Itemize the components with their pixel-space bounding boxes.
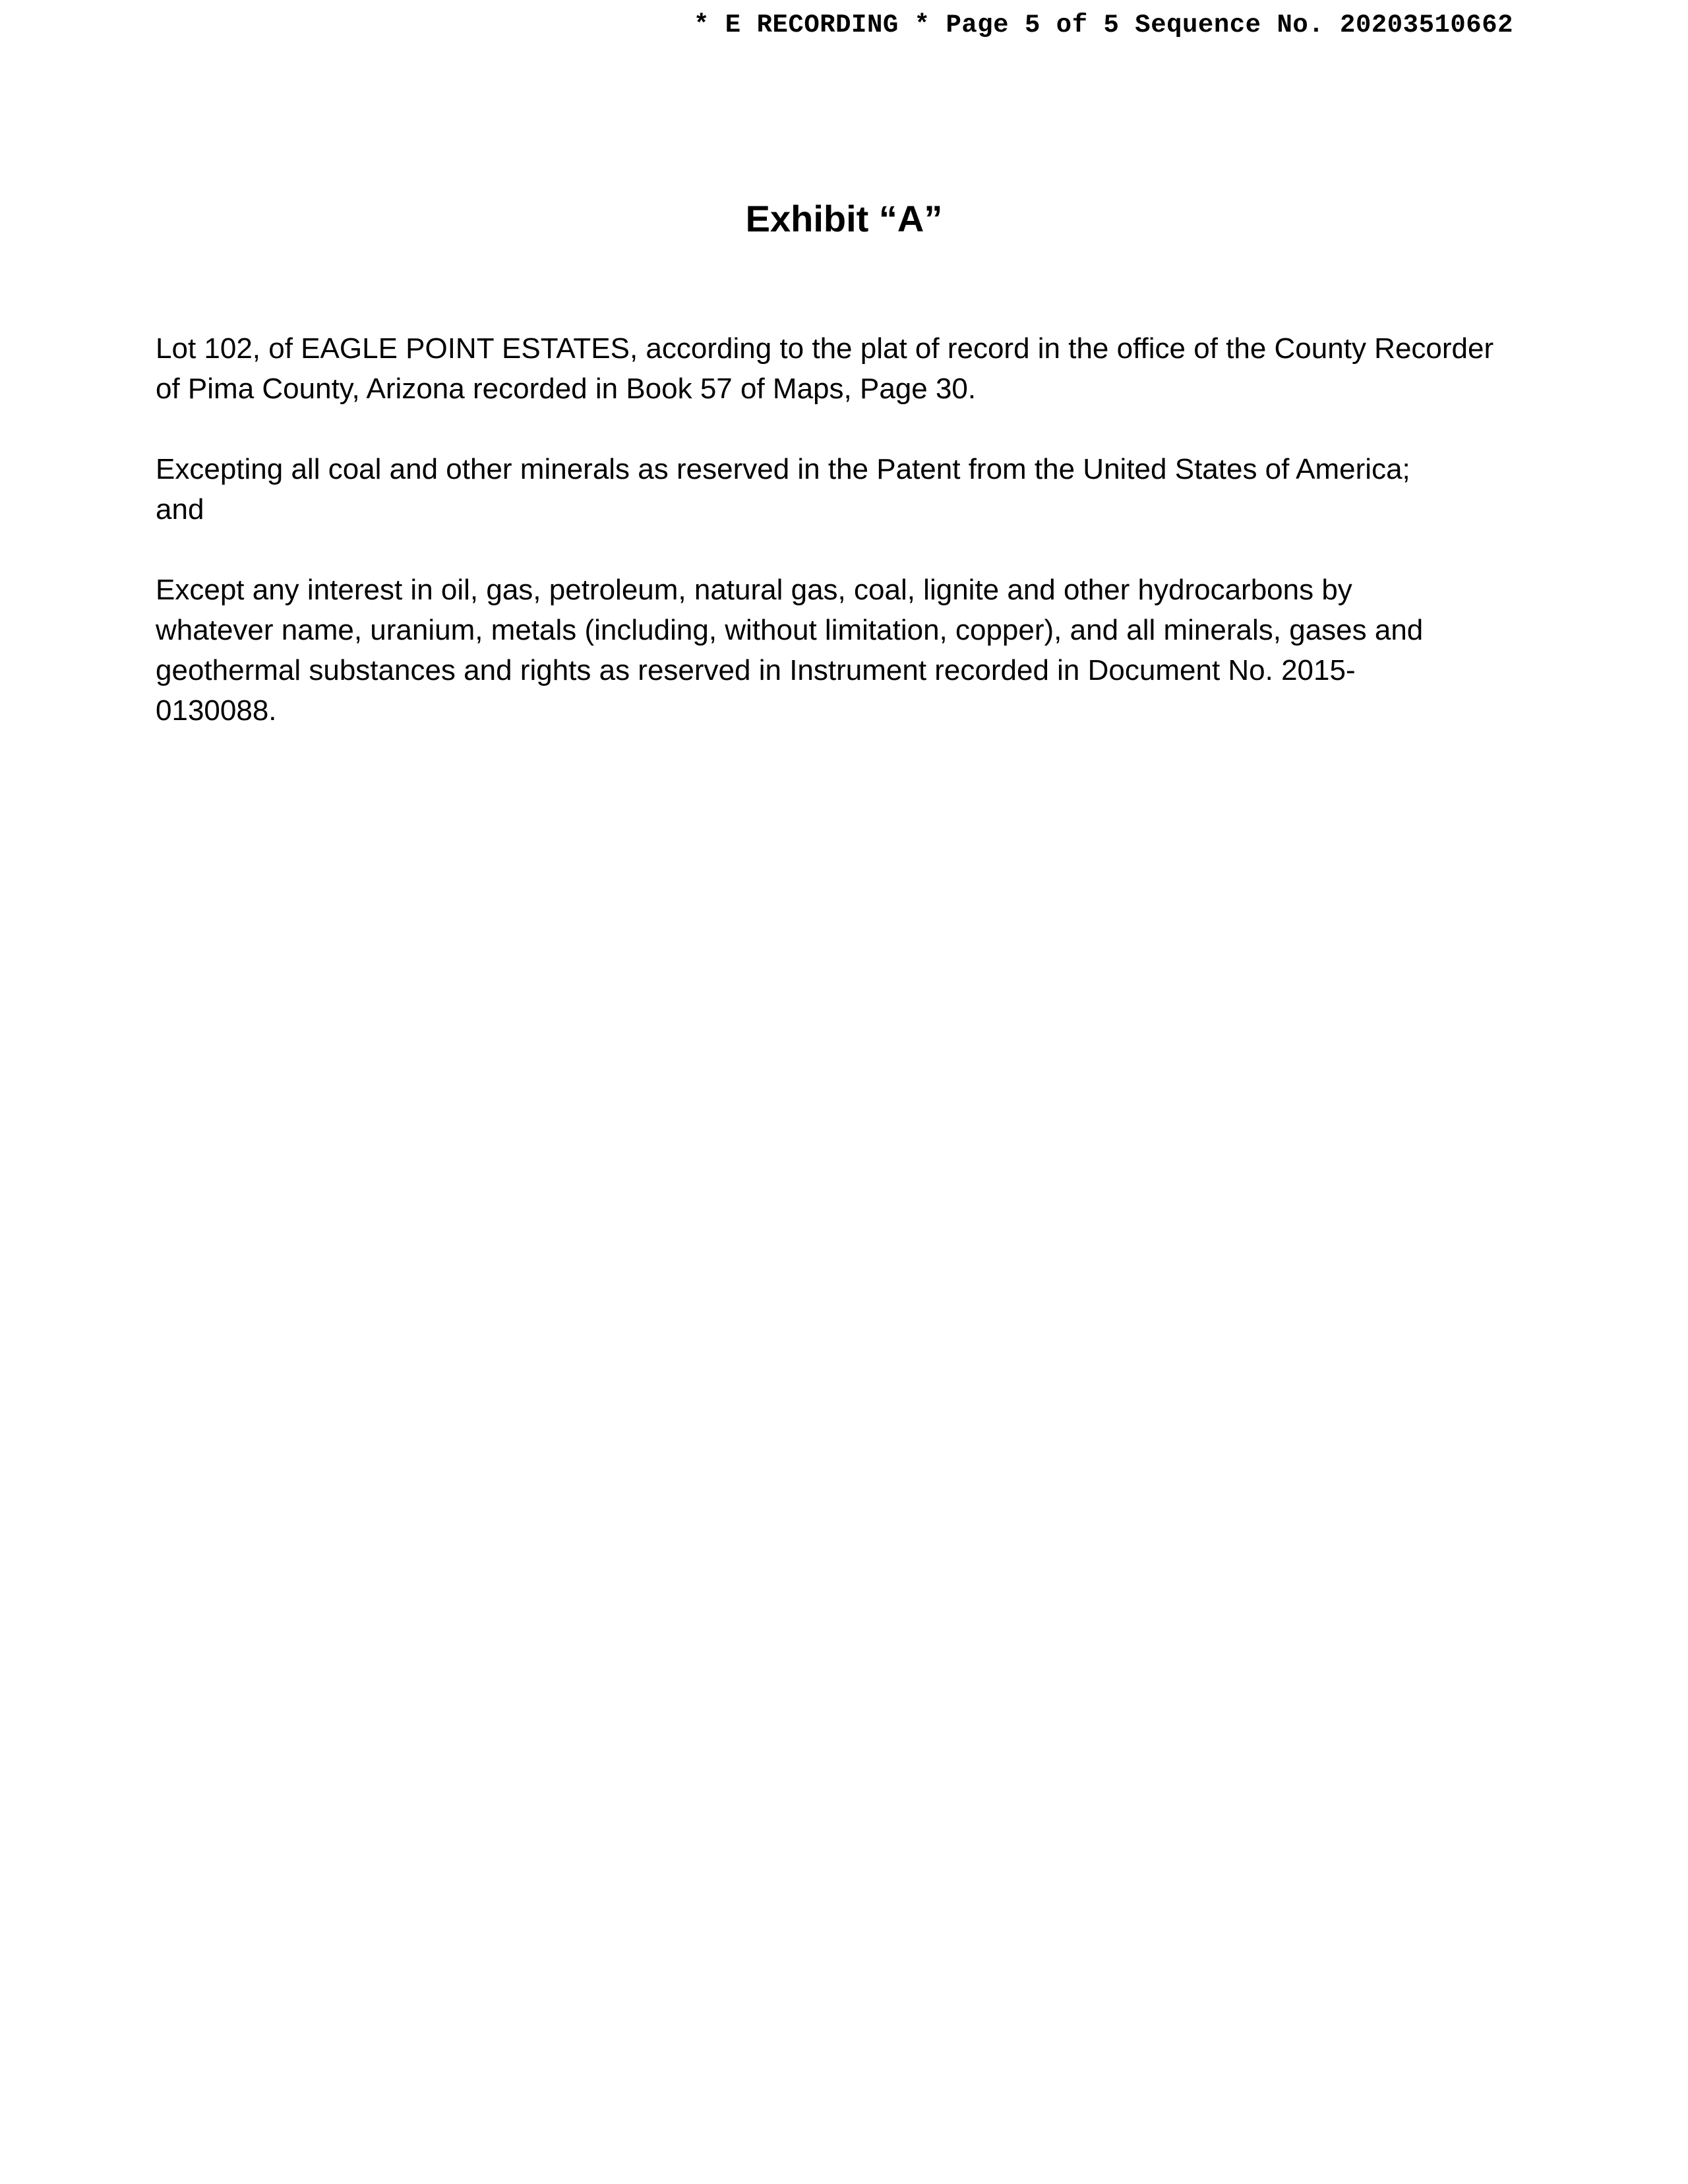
text-line: Except any interest in oil, gas, petroleum, natural gas, coal, lignite and other hydrocarbons by (156, 574, 1352, 606)
text-line: 0130088. (156, 694, 277, 727)
lot-description-paragraph (156, 328, 1547, 409)
text-line: and (156, 493, 204, 526)
text-line: whatever name, uranium, metals (including, without limitation, copper), and all minerals, gases and (156, 614, 1424, 646)
text-line: Lot 102, of EAGLE POINT ESTATES, according to the plat of record in the office of the County Recorder (156, 332, 1494, 365)
text-line: geothermal substances and rights as reserved in Instrument recorded in Document No. 2015- (156, 654, 1356, 686)
text-line: of Pima County, Arizona recorded in Book 57 of Maps, Page 30. (156, 373, 977, 405)
hydrocarbons-exception-paragraph (156, 570, 1547, 731)
exhibit-title: Exhibit “A” (745, 198, 943, 239)
text-line: Excepting all coal and other minerals as reserved in the Patent from the United States of America; (156, 453, 1410, 485)
coal-minerals-exception-paragraph (156, 449, 1547, 530)
legal-description (156, 328, 1547, 771)
recording-header: * E RECORDING * Page 5 of 5 Sequence No. 20203510662 (694, 11, 1513, 40)
